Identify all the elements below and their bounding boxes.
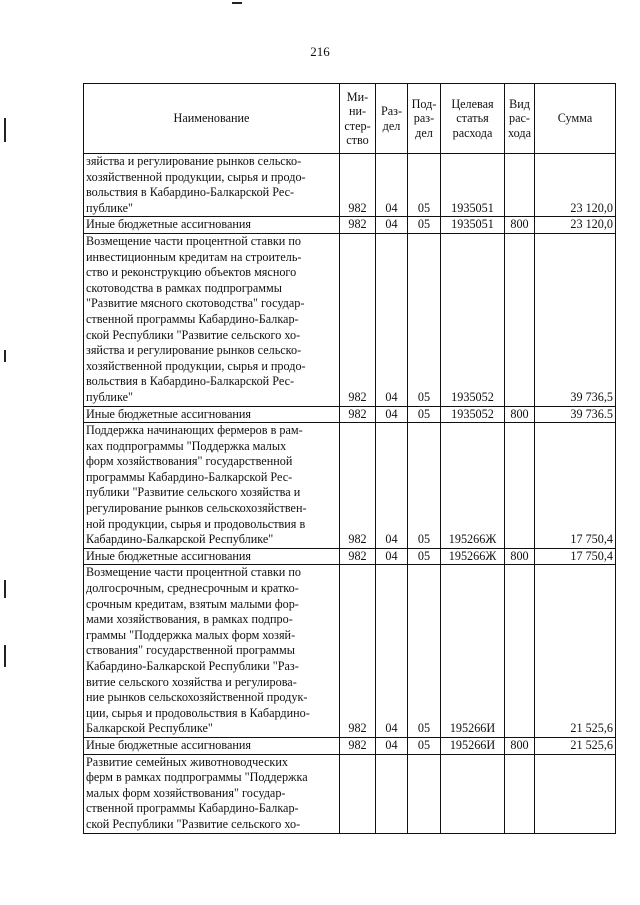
row-section: 04 [376,233,408,406]
row-amount: 23 120,0 [535,217,616,234]
row-ministry: 982 [340,217,376,234]
row-subsection: 05 [408,548,441,565]
row-target-article [441,754,505,833]
header-name: Наименование [84,84,340,154]
row-amount [535,754,616,833]
row-name: Иные бюджетные ассигнования [84,217,340,234]
row-subsection [408,754,441,833]
row-target-article: 195266Ж [441,548,505,565]
row-ministry: 982 [340,548,376,565]
scan-margin-mark [4,118,6,142]
row-section: 04 [376,565,408,738]
header-section: Раз- дел [376,84,408,154]
row-ministry: 982 [340,423,376,549]
table-row [84,754,616,833]
row-name: Иные бюджетные ассигнования [84,737,340,754]
table-row [84,233,616,406]
row-name: Иные бюджетные ассигнования [84,406,340,423]
scan-margin-mark [4,350,6,362]
row-target-article: 195266Ж [441,423,505,549]
row-expense-type [505,565,535,738]
page-number: 216 [310,44,330,59]
row-amount: 23 120,0 [535,154,616,217]
row-amount: 21 525,6 [535,737,616,754]
row-section: 04 [376,154,408,217]
row-name: Поддержка начинающих фермеров в рам- ках подпрограммы "Поддержка малых форм хозяйствования" государственной программы Кабардино-Балкарской Рес- публики "Развитие сельского хозяйства и регулирование рынков сельскохозяйствен- ной продукции, сырья и продовольствия в Кабардино-Балкарской Республике" [84,423,340,549]
scan-margin-mark [4,645,6,667]
row-ministry: 982 [340,737,376,754]
row-name: Возмещение части процентной ставки по инвестиционным кредитам на строитель- ство и реконструкцию объектов мясного скотоводства в рамках подпрограммы "Развитие мясного скотоводства" государ- ственной программы Кабардино-Балкар- ской Республики "Развитие сельского хо- зяйства и регулирование рынков сельско- хозяйственной продукции, сырья и продо- вольствия в Кабардино-Балкарской Рес- публике" [84,233,340,406]
row-target-article: 1935051 [441,154,505,217]
table-row [84,154,616,217]
row-expense-type [505,154,535,217]
row-subsection: 05 [408,217,441,234]
row-amount: 17 750,4 [535,548,616,565]
row-amount: 17 750,4 [535,423,616,549]
row-section [376,754,408,833]
row-expense-type [505,423,535,549]
header-target-article: Целевая статья расхода [441,84,505,154]
row-subsection: 05 [408,233,441,406]
row-target-article: 195266И [441,737,505,754]
row-ministry: 982 [340,406,376,423]
row-amount: 39 736,5 [535,233,616,406]
row-name: Возмещение части процентной ставки по долгосрочным, среднесрочным и кратко- срочным кредитам, взятым малыми фор- мами хозяйствования, в рамках подпро- граммы "Поддержка малых форм хозяй- ствования" государственной программы Кабардино-Балкарской Республики "Раз- витие сельского хозяйства и регулирова- ние рынков сельскохозяйственной продук- ции, сырья и продовольствия в Кабардино- Балкарской Республике" [84,565,340,738]
row-section: 04 [376,737,408,754]
table-row [84,423,616,549]
table-row [84,548,616,565]
row-subsection: 05 [408,423,441,549]
row-target-article: 1935052 [441,406,505,423]
table-row [84,406,616,423]
scan-margin-mark [4,580,6,598]
row-target-article: 1935051 [441,217,505,234]
table-row [84,737,616,754]
row-ministry: 982 [340,154,376,217]
row-subsection: 05 [408,154,441,217]
row-subsection: 05 [408,406,441,423]
scan-margin-mark [232,2,242,4]
row-expense-type [505,754,535,833]
row-amount: 21 525,6 [535,565,616,738]
row-subsection: 05 [408,737,441,754]
row-target-article: 195266И [441,565,505,738]
row-expense-type: 800 [505,737,535,754]
header-expense-type: Вид рас- хода [505,84,535,154]
row-section: 04 [376,548,408,565]
header-amount: Сумма [535,84,616,154]
header-subsection: Под- раз- дел [408,84,441,154]
row-section: 04 [376,406,408,423]
row-expense-type: 800 [505,217,535,234]
row-section: 04 [376,423,408,549]
row-name: Иные бюджетные ассигнования [84,548,340,565]
row-section: 04 [376,217,408,234]
row-subsection: 05 [408,565,441,738]
row-expense-type: 800 [505,548,535,565]
row-ministry: 982 [340,233,376,406]
header-ministry: Ми- ни- стер- ство [340,84,376,154]
table-row [84,565,616,738]
row-expense-type [505,233,535,406]
table-header-row [84,84,616,154]
row-name: Развитие семейных животноводческих ферм в рамках подпрограммы "Поддержка малых форм хозяйствования" государ- ственной программы Кабардино-Балкар- ской Республики "Развитие сельского хо- [84,754,340,833]
row-expense-type: 800 [505,406,535,423]
row-amount: 39 736.5 [535,406,616,423]
row-target-article: 1935052 [441,233,505,406]
row-ministry: 982 [340,565,376,738]
budget-table [83,83,616,834]
table-row [84,217,616,234]
row-name: зяйства и регулирование рынков сельско- хозяйственной продукции, сырья и продо- вольствия в Кабардино-Балкарской Рес- публике" [84,154,340,217]
row-ministry [340,754,376,833]
